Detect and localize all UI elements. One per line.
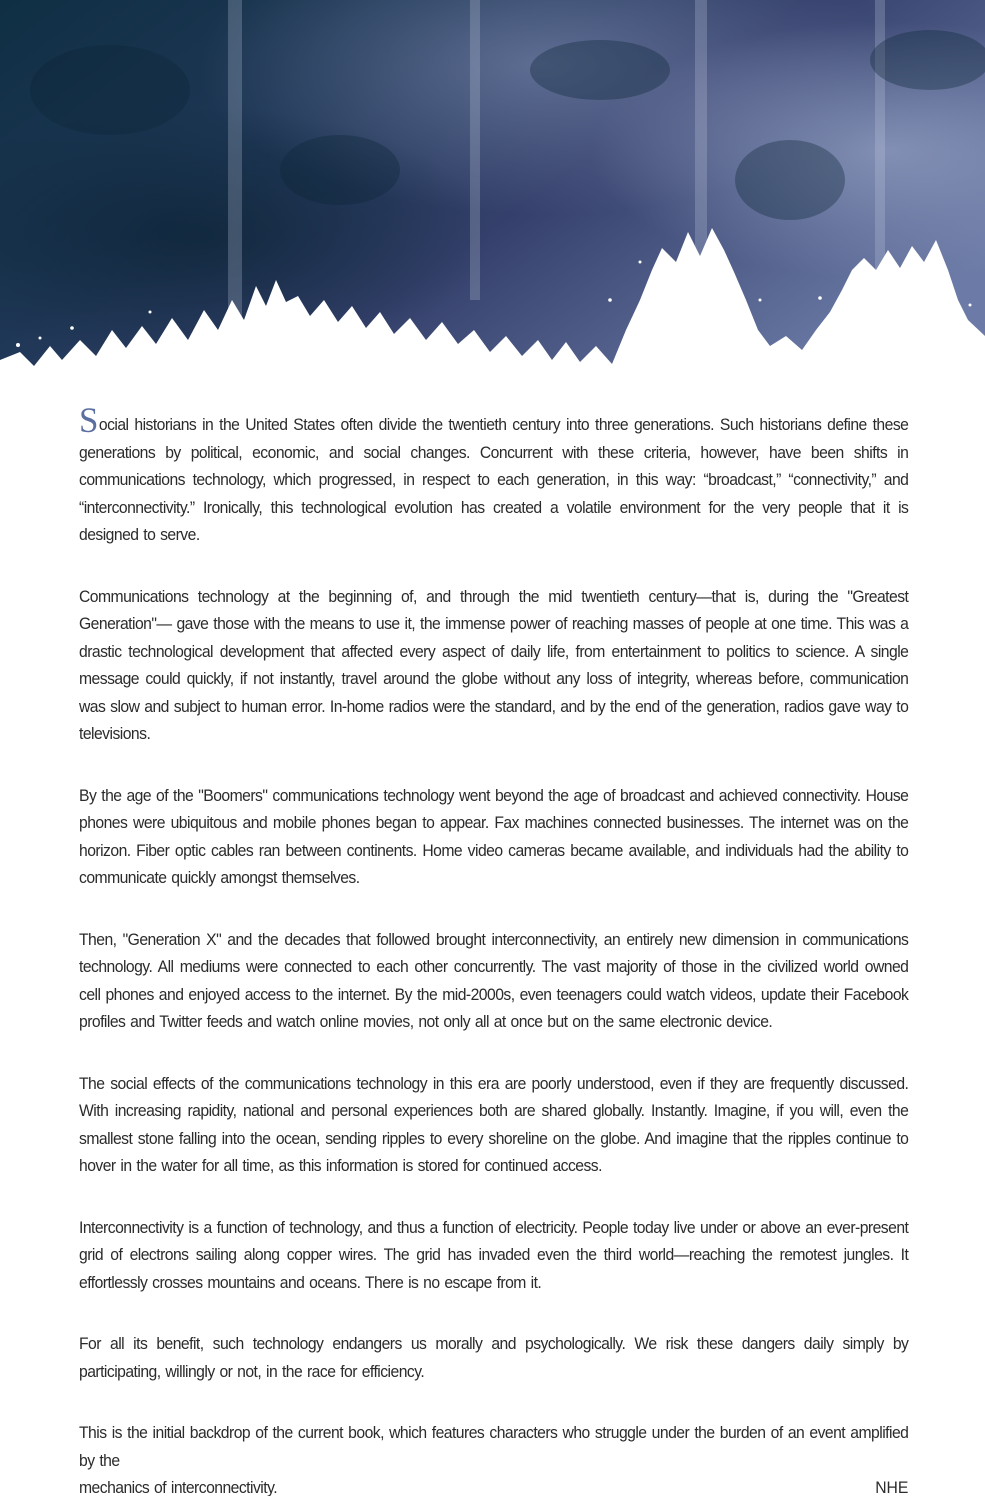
article-paragraph-4: Then, "Generation X" and the decades that followed brought interconnectivity, an entirely new dimension in communications technology. All mediums were connected to each other concurrently. The vast majority of those in the civilized world owned cell phones and enjoyed access to the internet. By the mid-2000s, even teenagers could watch videos, update their Facebook profiles and Twitter feeds and watch online movies, not only all at once but on the same electronic device. bbox=[79, 930, 909, 1031]
drop-cap-letter: S bbox=[79, 400, 98, 440]
article-paragraph-1 bbox=[79, 400, 909, 550]
final-paragraph-text: mechanics of interconnectivity. bbox=[79, 1479, 278, 1496]
author-signature: NHE bbox=[875, 1479, 909, 1496]
banner-svg bbox=[0, 0, 985, 430]
article-paragraph-3: By the age of the "Boomers" communications technology went beyond the age of broadcast and achieved connectivity. House phones were ubiquitous and mobile phones began to appear. Fax machines connected businesses. The internet was on the horizon. Fiber optic cables ran between continents. Home video cameras became available, and individuals had the ability to communicate quickly amongst themselves. bbox=[79, 786, 909, 887]
forest-banner-illustration bbox=[0, 0, 985, 430]
article-body bbox=[79, 400, 934, 1496]
final-paragraph-line-2 bbox=[79, 1475, 908, 1496]
article-paragraph-8 bbox=[79, 1420, 908, 1496]
paragraph-text: ocial historians in the United States often divide the twentieth century into three generations. Such historians define these generations by political, economic, and social changes. Concurrent with these criteria, however, have been shifts in communications technology, which progressed, in respect to each generation, in this way: “broadcast,” “connectivity,” and “interconnectivity.” Ironically, this technological evolution has created a volatile environment for the very people that it is designed to serve. bbox=[79, 416, 909, 544]
article-paragraph-6: Interconnectivity is a function of technology, and thus a function of electricity. People today live under or above an ever-present grid of electrons sailing along copper wires. The grid has invaded even the third world—reaching the remotest jungles. It effortlessly crosses mountains and oceans. There is no escape from it. bbox=[79, 1218, 909, 1292]
article-paragraph-2: Communications technology at the beginning of, and through the mid twentieth century—that is, during the "Greatest Generation"— gave those with the means to use it, the immense power of reaching masses of people at one time. This was a drastic technological development that affected every aspect of daily life, from entertainment to politics to science. A single message could quickly, if not instantly, travel around the globe without any loss of integrity, whereas before, communication was slow and subject to human error. In-home radios were the standard, and by the end of the generation, radios gave way to televisions. bbox=[79, 587, 909, 743]
article-paragraph-5: The social effects of the communications technology in this era are poorly understood, even if they are frequently discussed. With increasing rapidity, national and personal experiences both are shared globally. Instantly. Imagine, if you will, even the smallest stone falling into the ocean, sending ripples to every shoreline on the globe. And imagine that the ripples continue to hover in the water for all time, as this information is stored for continued access. bbox=[79, 1074, 909, 1175]
article-paragraph-7: For all its benefit, such technology endangers us morally and psychologically. We risk these dangers daily simply by participating, willingly or not, in the race for efficiency. bbox=[79, 1335, 909, 1381]
final-paragraph-line-1: This is the initial backdrop of the current book, which features characters who struggle under the burden of an event amplified by the bbox=[79, 1424, 909, 1470]
